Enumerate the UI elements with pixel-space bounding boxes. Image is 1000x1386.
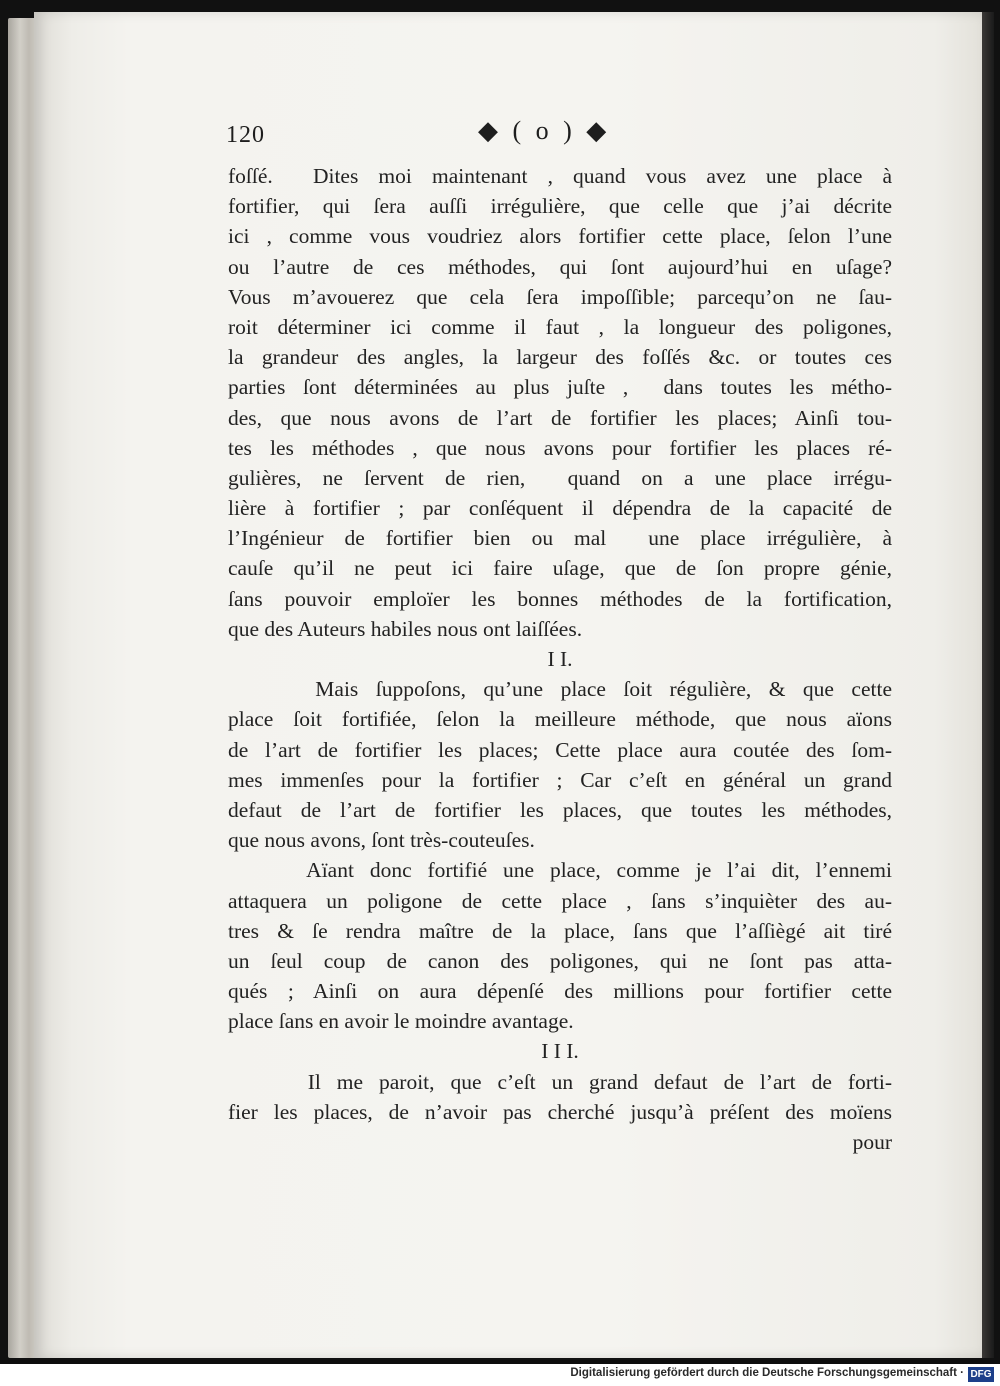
text-line: Vous m’avouerez que cela ſera impoſſible; parcequ’on ne ſau- xyxy=(228,284,892,309)
text-line: fortifier, qui ſera auſſi irrégulière, que celle que j’ai décrite xyxy=(228,194,892,219)
text-line: des, que nous avons de l’art de fortifier les places; Ainſi tou- xyxy=(228,405,892,430)
text-line: que des Auteurs habiles nous ont laiſſées. xyxy=(228,616,583,641)
text-line: Il me paroit, que c’eſt un grand defaut de l’art de forti- xyxy=(228,1069,892,1094)
footer-bar xyxy=(0,1364,1000,1386)
text-line: qués ; Ainſi on aura dépenſé des millions pour fortifier cette xyxy=(228,979,892,1004)
dfg-logo: DFG xyxy=(968,1367,994,1382)
header-ornament: ◆ ( o ) ◆ xyxy=(478,116,611,145)
text-line: ſans pouvoir emploïer les bonnes méthodes de la fortification, xyxy=(228,586,892,611)
text-line: tres & ſe rendra maître de la place, ſans que l’aſſiègé ait tiré xyxy=(228,918,892,943)
text-line: defaut de l’art de fortifier les places, que toutes les méthodes, xyxy=(228,797,892,822)
body-text xyxy=(228,161,892,1157)
text-line: Mais ſuppoſons, qu’une place ſoit régulière, & que cette xyxy=(228,677,892,702)
text-line: roit déterminer ici comme il faut , la longueur des poligones, xyxy=(228,314,892,339)
text-line: ou l’autre de ces méthodes, qui ſont aujourd’hui en uſage? xyxy=(228,254,892,279)
text-line: parties ſont déterminées au plus juſte , dans toutes les métho- xyxy=(228,375,892,400)
text-line: que nous avons, ſont très-couteuſes. xyxy=(228,828,535,853)
text-line: fier les places, de n’avoir pas cherché jusqu’à préſent des moïens xyxy=(228,1099,892,1124)
text-line: foſſé. Dites moi maintenant , quand vous avez une place à xyxy=(228,164,892,188)
text-line: place ſans en avoir le moindre avantage. xyxy=(228,1009,574,1034)
text-line: la grandeur des angles, la largeur des foſſés &c. or toutes ces xyxy=(228,345,892,370)
text-line: gulières, ne ſervent de rien, quand on a une place irrégu- xyxy=(228,465,892,490)
text-line: lière à fortifier ; par conſéquent il dépendra de la capacité de xyxy=(228,496,892,521)
text-line: attaquera un poligone de cette place , ſans s’inquièter des au- xyxy=(228,888,892,913)
text-line: tes les méthodes , que nous avons pour fortifier les places ré- xyxy=(228,435,892,460)
text-line: de l’art de fortifier les places; Cette place aura coutée des ſom- xyxy=(228,737,892,762)
text-line: ici , comme vous voudriez alors fortifier cette place, ſelon l’une xyxy=(228,224,892,249)
page-number: 120 xyxy=(226,122,265,148)
funding-credit: Digitalisierung gefördert durch die Deutsche Forschungsgemeinschaft · xyxy=(570,1367,964,1379)
text-line: l’Ingénieur de fortifier bien ou mal une place irrégulière, à xyxy=(228,526,892,551)
section-number: I I I. xyxy=(541,1039,579,1064)
text-line: un ſeul coup de canon des poligones, qui ne ſont pas atta- xyxy=(228,948,892,973)
text-line: place ſoit fortifiée, ſelon la meilleure méthode, que nous aïons xyxy=(228,707,892,732)
text-line: pour xyxy=(852,1130,892,1154)
text-line: mes immenſes pour la fortifier ; Car c’eſt en général un grand xyxy=(228,767,892,792)
text-line: Aïant donc fortifié une place, comme je l’ai dit, l’ennemi xyxy=(228,858,892,883)
page-header xyxy=(0,116,1000,156)
book-edge xyxy=(982,12,994,1358)
section-number: I I. xyxy=(547,647,573,671)
text-line: cauſe qu’il ne peut ici faire uſage, que de ſon propre génie, xyxy=(228,556,892,581)
